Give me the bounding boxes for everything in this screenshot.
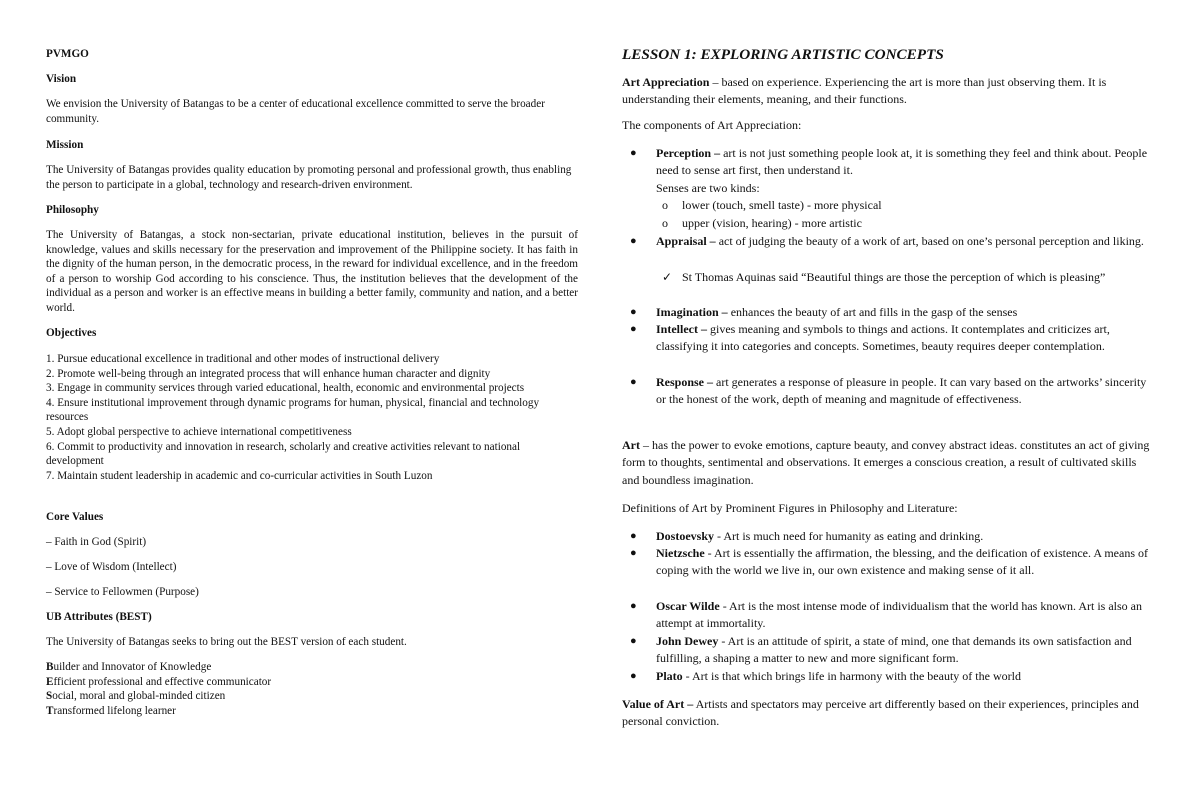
bullet-icon: ●	[630, 306, 637, 318]
core-values-heading: Core Values	[46, 511, 104, 523]
core-value-item: – Love of Wisdom (Intellect)	[46, 561, 177, 573]
objectives-heading: Objectives	[46, 327, 97, 339]
objective-item: 3. Engage in community services through varied educational, health, economic and environmental projects	[46, 382, 525, 395]
core-value-item: – Service to Fellowmen (Purpose)	[46, 586, 199, 598]
objective-item: 4. Ensure institutional improvement through dynamic programs for human, physical, financial and technology resources	[46, 396, 540, 424]
objective-item: 5. Adopt global perspective to achieve international competitiveness	[46, 425, 352, 438]
attributes-list	[46, 660, 578, 718]
mission-heading: Mission	[46, 139, 84, 151]
objective-item: 6. Commit to productivity and innovation in research, scholarly and creative activities relevant to national development	[46, 440, 521, 468]
senses-intro: Senses are two kinds:	[656, 180, 760, 195]
figure-item-oscar-wilde: ● Oscar Wilde - Art is the most intense mode of individualism that the world has known. Art is also an attempt at immortality.	[630, 599, 1142, 631]
objective-item: 1. Pursue educational excellence in traditional and other modes of instructional delivery	[46, 353, 440, 365]
objective-item: 7. Maintain student leadership in academic and co-curricular activities in South Luzon	[46, 469, 433, 482]
figure-item-nietzsche: ● Nietzsche - Art is essentially the affirmation, the blessing, and the deification of existence. A means of coping with the world we live in, our own existence and making sense of it all.	[630, 546, 1148, 578]
bullet-icon: ●	[630, 670, 637, 682]
attribute-item: Builder and Innovator of Knowledge	[46, 661, 212, 673]
objectives-list	[46, 352, 578, 483]
appraisal-item: ● Appraisal – act of judging the beauty of a work of art, based on one’s personal perception and liking.	[622, 233, 1152, 250]
response-item: ● Response – art generates a response of pleasure in people. It can vary based on the artworks’ sincerity or the honest of the work, depth of meaning and magnitude of effectiveness.	[630, 375, 1147, 407]
figure-item-plato: ● Plato - Art is that which brings life in harmony with the beauty of the world	[622, 668, 1152, 685]
circle-bullet-icon: o	[662, 216, 668, 230]
pvmgo-heading: PVMGO	[46, 48, 89, 60]
mission-text: The University of Batangas provides quality education by promoting personal and professional growth, thus enabling the person to participate in a global, technology and research-driven environment.	[46, 164, 572, 191]
bullet-icon: ●	[630, 547, 637, 559]
figure-item-john-dewey: ● John Dewey - Art is an attitude of spirit, a state of mind, one that demands its own satisfaction and fulfilling, a shaping a matter to new and more significant form.	[630, 634, 1132, 666]
circle-bullet-icon: o	[662, 198, 668, 212]
bullet-icon: ●	[630, 235, 637, 247]
vision-text: We envision the University of Batangas to be a center of educational excellence committed to serve the broader community.	[46, 98, 545, 125]
attribute-item: Efficient professional and effective communicator	[46, 675, 272, 688]
intellect-item: ● Intellect – gives meaning and symbols to things and actions. It contemplates and criticizes art, classifying it into categories and concepts. Sometimes, beauty requires deeper contemplation.	[630, 322, 1110, 354]
imagination-item: ● Imagination – enhances the beauty of art and fills in the gasp of the senses	[622, 304, 1152, 321]
bullet-icon: ●	[630, 600, 637, 612]
attributes-heading: UB Attributes (BEST)	[46, 611, 152, 623]
perception-item: ● Perception – art is not just something people look at, it is something they feel and think about. People need to sense art first, then understand it. Senses are two kinds:	[622, 145, 1152, 197]
objective-item: 2. Promote well-being through an integrated process that will enhance human character and dignity	[46, 367, 491, 380]
lesson-title: LESSON 1: EXPLORING ARTISTIC CONCEPTS	[622, 46, 944, 63]
components-intro: The components of Art Appreciation:	[622, 118, 802, 132]
vision-heading: Vision	[46, 73, 77, 85]
art-appreciation-paragraph: Art Appreciation – based on experience. Experiencing the art is more than just observing them. It is understanding their elements, meaning, and their functions.	[622, 75, 1107, 107]
bullet-icon: ●	[630, 376, 637, 388]
definitions-intro: Definitions of Art by Prominent Figures in Philosophy and Literature:	[622, 501, 958, 515]
bullet-icon: ●	[630, 147, 637, 159]
value-of-art-paragraph: Value of Art – Artists and spectators may perceive art differently based on their experiences, principles and personal conviction.	[622, 697, 1139, 729]
sense-item: o lower (touch, smell taste) - more physical	[622, 197, 1152, 214]
aquinas-quote: ✓ St Thomas Aquinas said “Beautiful things are those the perception of which is pleasing”	[622, 269, 1152, 286]
attribute-item: Transformed lifelong learner	[46, 704, 176, 717]
bullet-icon: ●	[630, 635, 637, 647]
checkmark-icon: ✓	[662, 270, 673, 284]
sense-item: o upper (vision, hearing) - more artistic	[622, 215, 1152, 232]
philosophy-heading: Philosophy	[46, 204, 99, 216]
figure-item-dostoevsky: ● Dostoevsky - Art is much need for humanity as eating and drinking.	[622, 528, 1152, 545]
attribute-item: Social, moral and global-minded citizen	[46, 690, 226, 703]
philosophy-text: The University of Batangas, a stock non-sectarian, private educational institution, believes in the pursuit of knowledge, values and skills necessary for the preservation and improvement of the Philippine society. It has faith in the dignity of the human person, in the democratic process, in the reward for individual excellence, and in the freedom of a person to worship God according to his conscience. Thus, the institution believes that the development of the individual as a person and worker is an effective means in building a better family, community and nation, and a better world.	[46, 229, 578, 314]
core-value-item: – Faith in God (Spirit)	[46, 536, 147, 548]
art-paragraph: Art – has the power to evoke emotions, capture beauty, and convey abstract ideas. constitutes an act of giving form to thoughts, sentimental and observations. It emerges a conscious creation, a result of cultivated skills and boundless imagination.	[622, 438, 1150, 487]
bullet-icon: ●	[630, 323, 637, 335]
bullet-icon: ●	[630, 530, 637, 542]
attributes-intro: The University of Batangas seeks to bring out the BEST version of each student.	[46, 636, 407, 648]
